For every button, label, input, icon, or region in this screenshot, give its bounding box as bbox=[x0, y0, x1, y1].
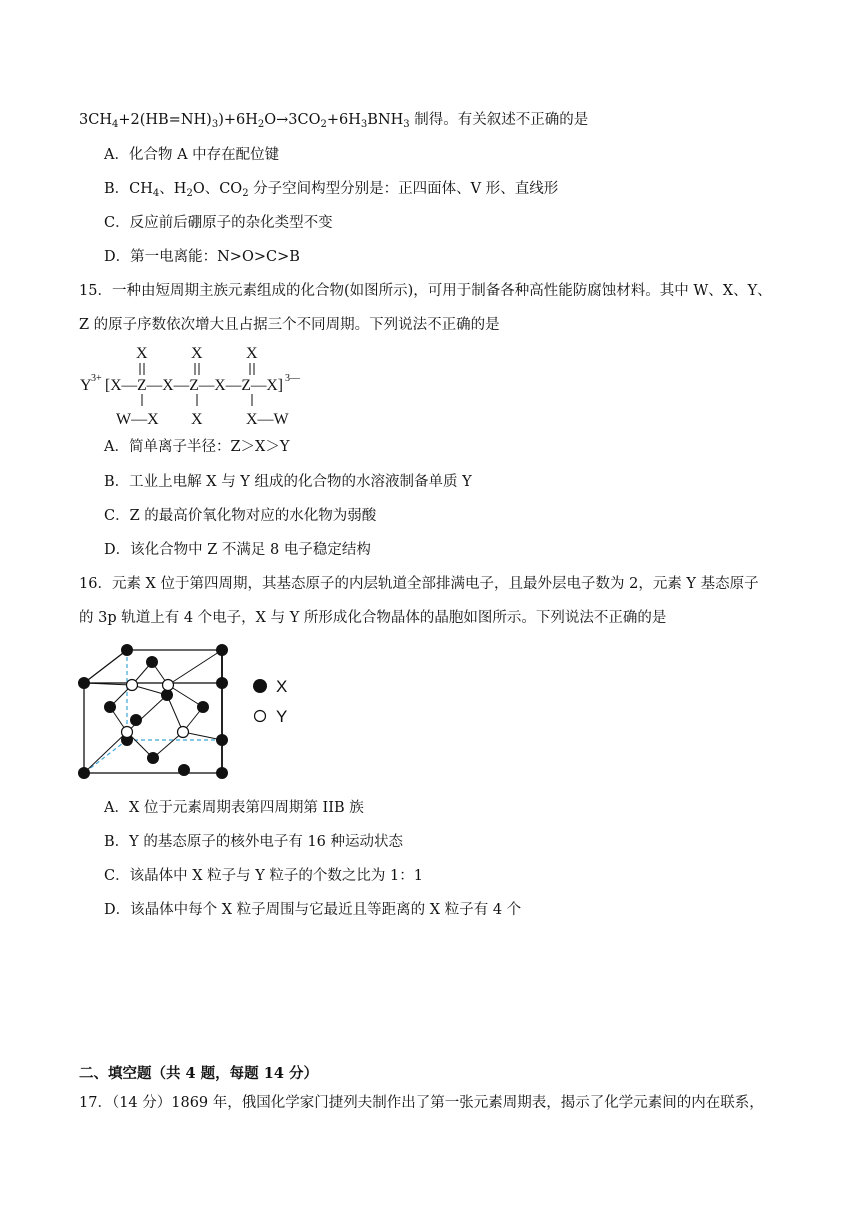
legend-y-marker bbox=[255, 711, 266, 722]
section-heading: 二、填空题（共 4 题，每题 14 分） bbox=[79, 1065, 318, 1082]
q16-stem-line2: 的 3p 轨道上有 4 个电子，X 与 Y 所形成化合物晶体的晶胞如图所示。下列说法不正确的是 bbox=[79, 610, 667, 626]
formula-cation: Y bbox=[80, 377, 92, 394]
formula-top-x-3: X bbox=[246, 345, 258, 362]
legend-x-marker bbox=[253, 679, 267, 693]
q15-stem-line1: 15．一种由短周期主族元素组成的化合物(如图所示)，可用于制备各种高性能防腐蚀材料。其中 W、X、Y、 bbox=[79, 283, 772, 299]
legend-x-label: X bbox=[276, 677, 288, 696]
q15-option-b: B．工业上电解 X 与 Y 组成的化合物的水溶液制备单质 Y bbox=[104, 474, 472, 490]
q17-stem-line1: 17．（14 分）1869 年，俄国化学家门捷列夫制作出了第一张元素周期表，揭示了化学元素间的内在联系， bbox=[79, 1095, 764, 1111]
q14-option-a: A．化合物 A 中存在配位键 bbox=[104, 147, 280, 163]
q14-stem: $3CH_4+2(HB=NH)_3)+6H_2O\to 3CO_2+6H_3BNH_3$ 制得。有关叙述不正确的是 bbox=[79, 112, 589, 130]
formula-bottom-left: W—X bbox=[116, 411, 159, 428]
q14-option-c: C．反应前后硼原子的杂化类型不变 bbox=[104, 215, 333, 231]
q16-option-b: B．Y 的基态原子的核外电子有 16 种运动状态 bbox=[104, 834, 404, 850]
q16-option-a: A．X 位于元素周期表第四周期第 IIB 族 bbox=[104, 800, 364, 816]
q14-option-b: B．$CH_4$、$H_2O$、$CO_2$ 分子空间构型分别是：正四面体、V 形、直线形 bbox=[104, 181, 559, 199]
q15-stem-line2: Z 的原子序数依次增大且占据三个不同周期。下列说法不正确的是 bbox=[79, 317, 500, 333]
q16-stem-line1: 16．元素 X 位于第四周期，其基态原子的内层轨道全部排满电子，且最外层电子数为 2，元素 Y 基态原子 bbox=[79, 576, 759, 592]
formula-bottom-right: X—W bbox=[246, 411, 289, 428]
q15-option-a: A．简单离子半径：Z＞X＞Y bbox=[104, 439, 290, 455]
legend-y-label: Y bbox=[276, 707, 288, 726]
cell-legend bbox=[250, 670, 320, 730]
q16-option-d: D．该晶体中每个 X 粒子周围与它最近且等距离的 X 粒子有 4 个 bbox=[104, 902, 522, 918]
formula-top-x-2: X bbox=[191, 345, 203, 362]
q15-option-c: C．Z 的最高价氧化物对应的水化物为弱酸 bbox=[104, 508, 377, 524]
formula-bottom-mid: X bbox=[191, 411, 203, 428]
q16-option-c: C．该晶体中 X 粒子与 Y 粒子的个数之比为 1：1 bbox=[104, 868, 423, 884]
structural-formula bbox=[76, 340, 336, 432]
formula-top-x-1: X bbox=[136, 345, 148, 362]
q15-option-d: D．该化合物中 Z 不满足 8 电子稳定结构 bbox=[104, 542, 371, 558]
formula-main-chain: [X—Z—X—Z—X—Z—X] bbox=[105, 377, 283, 394]
formula-cation-charge: 3+ bbox=[91, 373, 102, 384]
formula-anion-charge: 3— bbox=[285, 373, 300, 384]
q14-option-d: D．第一电离能：N>O>C>B bbox=[104, 249, 300, 265]
